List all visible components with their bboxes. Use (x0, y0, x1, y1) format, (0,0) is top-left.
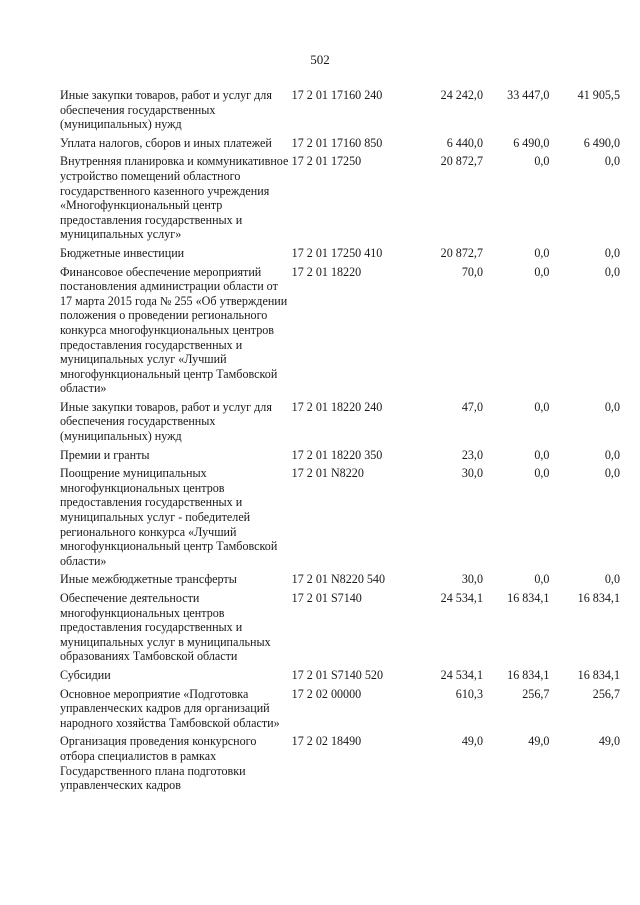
row-name: Иные закупки товаров, работ и услуг для обеспечения государственных (муниципальных) нужд (60, 399, 272, 444)
row-code: 17 2 01 N8220 540 (291, 572, 386, 587)
table-row (60, 687, 620, 735)
table-row (60, 246, 620, 265)
row-value-3: 6 490,0 (583, 135, 620, 150)
row-value-1: 24 242,0 (440, 88, 483, 102)
row-value-3: 16 834,1 (577, 667, 620, 682)
row-value-2: 0,0 (534, 572, 550, 587)
row-value-2: 49,0 (528, 734, 550, 749)
row-code: 17 2 01 17250 (291, 154, 362, 169)
table-row (60, 265, 620, 400)
row-name: Основное мероприятие «Подготовка управленческих кадров для организаций народного хозяйства Тамбовской области» (60, 686, 280, 730)
row-value-3: 0,0 (604, 466, 620, 481)
table-row (60, 591, 620, 668)
row-value-3: 41 905,5 (577, 88, 620, 102)
row-value-2: 16 834,1 (507, 667, 550, 682)
row-value-3: 256,7 (592, 686, 620, 701)
row-value-1: 6 440,0 (446, 135, 483, 150)
row-code: 17 2 02 18490 (291, 734, 362, 749)
row-value-1: 24 534,1 (440, 667, 483, 682)
row-code: 17 2 01 S7140 (291, 591, 362, 605)
row-name: Внутренняя планировка и коммуникативное устройство помещений областного государственного казенного учреждения «Многофункциональный центр предоставления государственных и муниципальных услуг» (60, 154, 289, 242)
row-value-2: 0,0 (534, 466, 550, 481)
row-value-1: 610,3 (455, 686, 483, 701)
row-value-2: 33 447,0 (507, 88, 550, 102)
table-row (60, 466, 620, 572)
page-number: 502 (310, 52, 330, 67)
row-code: 17 2 01 17160 240 (291, 88, 383, 102)
row-value-3: 0,0 (604, 264, 620, 279)
row-value-1: 70,0 (461, 264, 483, 279)
row-name: Иные межбюджетные трансферты (60, 572, 237, 587)
table-row (60, 734, 620, 796)
row-value-3: 0,0 (604, 154, 620, 169)
row-value-2: 0,0 (534, 447, 550, 462)
row-value-2: 256,7 (522, 686, 550, 701)
row-code: 17 2 01 18220 240 (291, 399, 383, 414)
row-value-1: 30,0 (461, 466, 483, 481)
budget-table (60, 88, 620, 797)
table-row (60, 154, 620, 246)
row-value-1: 20 872,7 (440, 154, 483, 169)
row-code: 17 2 01 N8220 (291, 466, 364, 481)
table-row (60, 448, 620, 467)
row-value-1: 30,0 (461, 572, 483, 587)
row-value-2: 0,0 (534, 399, 550, 414)
row-value-1: 24 534,1 (440, 591, 483, 605)
row-value-3: 0,0 (604, 245, 620, 260)
row-name: Субсидии (60, 667, 111, 682)
row-name: Обеспечение деятельности многофункциональных центров предоставления государственных и муниципальных услуг в муниципальных образованиях Тамбовской области (60, 591, 271, 664)
row-value-3: 0,0 (604, 572, 620, 587)
table-row (60, 400, 620, 448)
table-row (60, 88, 620, 136)
row-value-1: 49,0 (461, 734, 483, 749)
row-name: Премии и гранты (60, 447, 150, 462)
row-name: Финансовое обеспечение мероприятий постановления администрации области от 17 марта 2015 года № 255 «Об утверждении положения о проведении регионального конкурса многофункциональных центров предоставления государственных и муниципальных услуг «Лучший многофункциональный центр Тамбовской области» (60, 264, 288, 396)
row-value-2: 0,0 (534, 154, 550, 169)
row-code: 17 2 01 17250 410 (291, 245, 383, 260)
row-value-3: 49,0 (598, 734, 620, 749)
row-name: Иные закупки товаров, работ и услуг для обеспечения государственных (муниципальных) нужд (60, 88, 272, 132)
row-value-2: 0,0 (534, 264, 550, 279)
row-code: 17 2 01 18220 (291, 264, 362, 279)
row-code: 17 2 01 17160 850 (291, 135, 383, 150)
row-code: 17 2 02 00000 (291, 686, 362, 701)
row-value-3: 0,0 (604, 447, 620, 462)
row-value-1: 23,0 (461, 447, 483, 462)
row-value-2: 0,0 (534, 245, 550, 260)
table-row (60, 668, 620, 687)
row-value-3: 16 834,1 (577, 591, 620, 605)
row-name: Организация проведения конкурсного отбора специалистов в рамках Государственного плана подготовки управленческих кадров (60, 734, 257, 793)
row-value-3: 0,0 (604, 399, 620, 414)
row-value-2: 6 490,0 (513, 135, 550, 150)
row-name: Уплата налогов, сборов и иных платежей (60, 135, 272, 150)
table-row (60, 572, 620, 591)
row-value-1: 20 872,7 (440, 245, 483, 260)
row-name: Бюджетные инвестиции (60, 245, 185, 260)
row-value-1: 47,0 (461, 399, 483, 414)
row-code: 17 2 01 S7140 520 (291, 667, 384, 682)
row-code: 17 2 01 18220 350 (291, 447, 383, 462)
row-value-2: 16 834,1 (507, 591, 550, 605)
row-name: Поощрение муниципальных многофункциональных центров предоставления государственных и муниципальных услуг - победителей регионального конкурса «Лучший многофункциональный центр Тамбовской области» (60, 466, 278, 568)
budget-table-body (60, 88, 620, 797)
table-row (60, 136, 620, 155)
